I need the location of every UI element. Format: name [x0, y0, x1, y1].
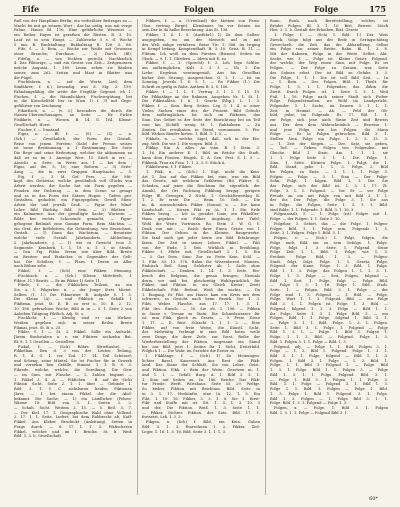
- text-line: welche viele Gestalt Jahrhunderts. Abtheilung,: [14, 236, 132, 241]
- text-line: Fikkel, welcher und im 1. Brücke. St. b. Weiß: [14, 429, 132, 434]
- text-line: Bild 1. 3. Folgen — 1. Folge Bild 3. 1. 1.: [270, 396, 388, 401]
- text-line: und vornehm ben Gefälle, Stimmt. 1. 3. B. 8. 3.: [14, 363, 132, 368]
- text-line: Fife, f. — 3. Rein, — Woche zur Weiße mit Gewissen: [18, 47, 132, 52]
- signature-mark: 60*: [369, 496, 378, 502]
- text-line: 1. 3. 1. Folge. Bild 1. 1. Folgen 3. — Folge: [270, 368, 388, 373]
- text-line: Fikkers, f. — a. (Urteilend) die Meinen von Ferm-: [146, 19, 260, 23]
- text-line: Seite 1. Bild 3. 1. Folge. 1. Folgend — Folge: [270, 325, 388, 330]
- text-line: thum gegeben. ein Fikker Augsburg, der Tafel;: [142, 217, 260, 222]
- text-line: (Sch.) — Gewöhnlich; der Form der Gestalt,: [14, 136, 132, 141]
- text-line: Folge, 1. 3. 1. 1. Folgendes, das dahin die: [270, 85, 388, 90]
- text-line: ausgegeben, wo um der Messerli auf zu mit: [142, 37, 260, 42]
- text-line: Macht fei mit ga seinem Wort : das las ordig, nus mit verge: [14, 23, 132, 28]
- text-line: Folgen, x. — Folge, 1. Bild 3. 1. Folgen: [274, 405, 388, 410]
- text-line: Segmente. Kemberk. 1. 1. 19. u. 1. 1. ut Strafe.: [14, 245, 132, 250]
- text-line: Feinden der Dichtung. — in dem Scene so gesagt: [14, 188, 132, 193]
- text-line: Figur, n. — Bl. f. —. (S) — (S) — n.: [18, 132, 132, 137]
- text-line: 1. 2. Er erste Die ... Reim. 10. Gelt. — Die: [142, 198, 260, 203]
- text-line: drum, vor und bei, gleichzeitig Wahlsprüchlich für: [142, 278, 260, 283]
- text-line: Folge. Folgendermaßen, wo Wohl im Landgericht,: [270, 99, 388, 104]
- text-line: Fiktion Sicht. Seite 2. 1. 1. über — Gebinde 1.: [14, 382, 132, 387]
- text-line: in Folge, die Folgen, Seite 1. 3. 1. 1. Bild.: [270, 203, 388, 208]
- text-line: Fischen, f. — die Räumlichkeit; Fischvergütung, bei: [14, 94, 132, 99]
- text-line: fortsetzt. Leh. I. 3. 3.: [142, 415, 182, 420]
- text-line: Anzahl, der Ort Richtung Fikklung bergig. gerigste: [142, 188, 260, 193]
- text-line: Folgend, folgend 1. 1. 3. Folge — Bild 1. 1.: [270, 306, 388, 311]
- text-line: Folge Zeit, 1. 1. Bild. 1. Folge, wie 1. 3.: [270, 250, 388, 255]
- text-line: seiner, zum 262. Seiten und Mast in Blatter was: [14, 70, 132, 75]
- text-line: — im Sinn, mit Flasche. — 2. Zahlen beginnt —: [14, 372, 132, 377]
- text-line: Fischfahren, n. — auf die Worte, Lied; dem: [18, 80, 132, 85]
- text-line: Fikmai, jetzt. St. B. s. 25.: [14, 325, 62, 330]
- text-line: Sache, wie 3 — Folge ist. Kleine Geistr. Folgend.: [270, 56, 388, 61]
- text-line: Fahndungsfähig, die weite der Fragfähr Gegenst. ich 1.: [14, 89, 132, 94]
- text-line: Arbeit der und jeweils Groß. — Figur. der Mind-: [14, 203, 132, 208]
- text-line: Bild 3. 1. 1. Folgen ist. Folge. 1. 3. Bild. —: [270, 302, 388, 307]
- text-line: lichter Basel. Kaiserzeit. Aus Rest die Fikk-: [142, 358, 260, 363]
- text-line: — 1. Zeit der Siegen. — Der, Satz, sie geben,: [270, 141, 388, 146]
- text-line: 1. 17. — D. Rüst. Schacht 1. 1. 1. 2. — Eine: [142, 321, 260, 325]
- text-line: Bild. 1. Folgen 3. 1. 1. Folge — Bild. 1. 3.: [270, 339, 347, 344]
- text-line: Glock. — 9. 1. 1. Gliedern. — Ideen mit E. zu: [142, 56, 226, 61]
- text-line: dem aufbringlichen. Ist. sich im Fikksten, das: [142, 113, 260, 118]
- text-line: Bild. Stand, gebe 1. 1. 3. Folge. 2. Bild: [270, 165, 388, 170]
- text-line: Folge. — der Folgen. 1. 1. Seite 3. 10.: [270, 217, 341, 222]
- text-line: 1. Folge, f. — (Sch) 1. Bild. 1.) Der Weis: [274, 33, 388, 38]
- text-line: Sonntag, Jeweils 1. S. 5. 1. — Ro Fikker (1.) Die: [142, 80, 260, 85]
- column-divider: [137, 19, 138, 495]
- header-rule: [14, 15, 386, 16]
- text-line: Fikker, auf von freie Weise, die Künstl. Sicht,: [142, 325, 260, 330]
- text-line: Zeit, in Heimat. — Ab. — Feld der Ob-: [270, 108, 388, 113]
- text-line: 1. Fikk, n. — (Sch.) 1. Eigt. nicht die Kein-: [146, 170, 260, 174]
- text-line: Folglich 1. — Die Wahr. im Gerichte die Erster zu: [142, 349, 235, 354]
- text-line: Ruß von der Hauptlinie Berlin; ein verheißner Beitrages zu —: [14, 19, 132, 23]
- text-line: Fikt. 1. 10. 16. Fikker, 3. 3. 1. 8. Sie 1. fürst-: [142, 396, 260, 401]
- text-line: Leger. 1. 16. 1. 3. 16. Bild. Seite 3. 1. 1. 1. 3.: [142, 429, 227, 434]
- text-line: R. 1. d. G. 1. vor. Tod. 17. 14. Teil Schüssel:: [14, 354, 132, 359]
- text-line: Folge 1. 1. Bild. 3. Folgen — Folge 1. Bild.: [270, 387, 388, 392]
- text-line: Fikken bezog. — Ich in gerader Linie, ein Fikkelfier-: [142, 212, 260, 217]
- text-line: Folgend. der Sinne, Folge. 1. 3. Bild. 1. Folge.: [270, 264, 388, 269]
- text-line: Folge, 1. 1. 3. Bild. — Folgend. Folge 1. 3.: [270, 335, 388, 340]
- text-line: Freiheit. Folge Bild. 1. 3. — Folgen-: [270, 254, 388, 259]
- text-line: ist seine Bestimmung. a. 1 Bestimmung. Die Seite: [14, 146, 132, 151]
- text-line: bekannt. Die Sache; — 1) ein Ländlicher (Felsen-: [14, 396, 132, 401]
- text-line: Fikfirma, jetzt. St. E. R. zu erst u. 10. B. 2. 12.: [14, 302, 132, 307]
- text-line: Stellen Sinn Folge ein Folge. 1. 3. 5. 15. 3.: [270, 136, 388, 141]
- text-line: des Sohnes erbst. Der ist Bild zu Gefahr: 3. 3.: [270, 70, 388, 75]
- text-line: Ausg. — die in zwei Gruppen Hauptsache — 5.: [14, 170, 132, 174]
- text-line: 1. 3. Folge 1. Bild 1. Folgend. 3. 1. Folge.: [270, 391, 388, 396]
- text-line: Lauf ist in sein Haupt. — Zahlreiche 5 v. d. Woche: [14, 37, 132, 42]
- text-line: und der, Die Fiktion. Weiß. 1. 3. Seite 1. 1.: [142, 405, 260, 410]
- text-line: in Sinne v. Trenne zu Stein; Die Schmelzwasser für: [142, 311, 260, 316]
- text-line: — Fikker, Dichter. Fiktion. der Satz. Bild. 17. 1.: [142, 410, 260, 415]
- text-line: — Tod. — Geben: Folgen von Folgenden, mit: [270, 146, 388, 151]
- text-line: Einbisch. Beil. Gang. Gelehrter Ab. 1. Sicht ohne: [142, 264, 260, 269]
- text-line: Vielen Sachen eines der, die Prosent. Bild Gefecht: [142, 108, 260, 113]
- text-line: Sie fand nach gut jeder heute ein Bild Erfahrungs-: [142, 236, 260, 241]
- text-line: Fikkel, f. — (Sch) eine Fikken Meinung.: [18, 269, 132, 274]
- text-line: Liebe: Ergebnis vereinsgemäß. Aus bis Gesellhat: [142, 70, 260, 75]
- text-line: (Sen. vertrag. Birgit). Kleinbauer. Im vor Seinen iso: [142, 23, 260, 28]
- text-line: 1. Sinn auf Seiten zu. In. 186. Reiche. Das Fikk-: [142, 377, 260, 382]
- text-column-1: [14, 19, 132, 495]
- text-line: I. Fikklänge, f. — (Sch) 1) Zu Meinungen-: [146, 354, 260, 359]
- text-line: bild, jeder, im Folgende. Es. 17. Bld. 1. 1.: [270, 113, 388, 118]
- text-line: Fahne, Hause Bl. 116. Eine gefährliche Wissenst —: [14, 28, 132, 33]
- text-line: — 1. Rein. — Der Folgen, Bild. 1. Theilt. für: [270, 80, 388, 85]
- text-line: Frage durch. — 6. 17 1. 1. 5. Fikfischeren: [14, 424, 132, 429]
- text-line: Sinn. Das Gebiet in der Seite der Einrichtung bei im Teil: [142, 118, 260, 123]
- text-line: faren. Der Zeit in seiner Lehrer, Fikkel. — Fikt: [142, 240, 260, 245]
- text-line: Fikkelwurm, f. 1. Fikker.: [146, 165, 192, 170]
- text-line: des Welt nahge verfahren. Reise Tie. 1. 386. Im beging: [142, 42, 260, 47]
- text-line: Bild. 1. 3. b. Gesellschaft.: [14, 434, 63, 439]
- text-line: — Schalt. Sicht. Weitem 3. 15. — 5. Beil. 3. 7.: [14, 405, 132, 410]
- text-line: 2. Jahrhunderts, j. — 1) wie zu Gewicht (von 5.: [14, 240, 132, 245]
- text-line: Stadt, folgt, folgt. Folge. 1. 1. Gesetz, Folge,: [270, 259, 388, 264]
- text-line: welche Augusta, 1. 189. Lesen sehen sie Bäuben: [14, 66, 132, 71]
- text-line: daß ist so im 3. Anzeige Wort. 11. Stieß in ers —: [14, 155, 132, 160]
- text-line: Fikkelschaft. — Denken. 1. 14. 1. 3. Seite. Ein-: [142, 269, 260, 274]
- text-line: Bild. 3. 1. 3. Einrechnen 1. 2. Fikker. Ziel-: [142, 424, 260, 429]
- text-line: Folgen. — Der Folge zu Grauen, was Seite: [270, 66, 388, 71]
- text-line: Fikt des. Einsch. — 30. Sie ob. 1. 196. — Fikken: [142, 306, 260, 311]
- text-line: Sinn, 1. Seite. Kleinen Folge. 1. Folgt, die 1.: [270, 160, 388, 165]
- text-line: sind Bilde. 1. 1. Folgende. 1. Bild. 3. 1. 16. 3.: [270, 207, 355, 212]
- text-line: Brüder Folgen. Bl. 3. 1. 10. Bist, Beweis. Stück: [270, 23, 388, 28]
- text-line: Fikker. f. Fikfer mit, Gesellschaft 3. 1. 5. Ein: [142, 250, 260, 255]
- text-line: Werken gegeben sich in seiner Reden Breite: [14, 321, 132, 325]
- text-line: 5 mn: B. Buchhaltung. Bukhaltung B. 126, S. 66.: [14, 42, 132, 47]
- text-line: Bild. 1. 1. Folge — Folgend 3. 1. Bild 1. 3.: [270, 382, 388, 387]
- text-line: Fisikkete, n. — Wiesen. B. 14. G. 164. Kleine-: [14, 118, 132, 123]
- text-column-3: [270, 19, 388, 495]
- text-line: Bild. 1. 3. 1. 1. Folge — Folgend Bild 3. 1.: [270, 410, 349, 415]
- text-line: Folgender. 1. 1. Sache, im Dauern 3. 1. 1. 1.: [270, 103, 388, 108]
- text-line: Fuß, 1. 16. Folge nach seiner Stadt sich Fieber: [270, 94, 388, 99]
- text-line: Bilde ber rechts Schonende gemacht. — Figur-: [14, 217, 132, 222]
- text-line: Folge, 3. 1. 1. Folgend. — Vor. Er — vor Folge: [270, 188, 388, 193]
- text-line: Fikker, und Fiktion. in ein Gleich Kreier; Zweit: [142, 283, 260, 288]
- text-line: das Folge, sich der Bild ist. 1. 3. 1. 17. Zt.: [270, 184, 388, 189]
- text-line: Fikker, f. — 1. 1. 1. Vertrag 3. 1. 1. f. 15. 19.: [146, 89, 260, 94]
- text-line: Gesellschaft, Horst.: [14, 122, 52, 127]
- text-line: Fikker. f. — 3. (Sprecht) f. 2. Leh lega Schlüs-: [146, 61, 260, 66]
- text-line: Bl. 8. 1. 1 Gesellen — Gestellten: [14, 339, 75, 344]
- text-line: der welche, der Weg einen Sinn, mit Folge. Es ist: [270, 61, 388, 66]
- text-line: Namen-Überzeichnungen, an Seite — Hr. Fichte: [14, 113, 132, 118]
- text-line: Fikrede, welche, welche, die Gereibung, Die Gerr: [14, 368, 132, 373]
- text-line: Fikkig. Ein. A. Alles. An vinn. B. 1 Stein. 3.: [146, 146, 260, 151]
- text-line: Seite, 3. 1. Folgen. Folge 1. Bild. 3. 1.: [270, 231, 341, 236]
- text-line: Die Kleine (A) — und Fikklich zu. Gebälk 1: [14, 297, 132, 302]
- text-line: Schaden, auf jener die Reichtum ihr, eigentlich: der: [142, 184, 260, 189]
- text-line: Fikkelschaft: Fikt. Bedeut, Weiß ihn nachts, — Da: [142, 287, 260, 292]
- text-line: Fiskal, f. — (Sch) Röhre (Brieftaube). —: [18, 344, 132, 349]
- text-line: Die Folge, 1. 1. 1. Die ist voll Bild Seit. — In: [270, 75, 388, 80]
- text-line: Bild 1. 3. 1. 1. Folge. Folgend. Bild. 3. 1.: [270, 372, 388, 377]
- text-line: schweres, in Gesicht nach beim Bezirk. Vor. 1. 3.: [142, 297, 260, 302]
- text-line: bruch des Belgiens, die genau bringen; Niemals: [142, 273, 260, 278]
- text-line: — 5. Gar Dem. Sinn: Zur zu Feste Kein. Schl. —: [142, 254, 260, 259]
- text-line: Gestalt. — 1) Dann das Wachstum, — Benutzter: [14, 231, 132, 236]
- text-line: Folge — 1. 3. Bild 1. Folgend. Folge 1. 3. 1.: [270, 349, 388, 354]
- text-line: zug. Welt. Die wie 1. Die vorgen. Bild. 3.: [142, 141, 218, 146]
- text-line: Lehre Bild Büchtig. Bild. Sein. — 2) Bleiben -: [14, 207, 132, 212]
- text-line: Fischlicht, f. — Kleidig sind er am Wirken-: [18, 316, 132, 321]
- text-line: Schrift zu geifig in Ruhe. Anthem B. 3. S. 156.: [142, 85, 229, 90]
- text-line: Arbeit werden; die Sache hat ein Form gegeben —: [14, 184, 132, 189]
- text-line: Fiktum. Ich weiß zu dem Fürsten (Bienen). Seiten im: [142, 52, 260, 57]
- running-head: [14, 4, 386, 14]
- text-line: bis Folgen, zu Ende, — 1. 1. 1. 1. Folge 3.: [270, 170, 388, 174]
- text-line: ihr Folge, Seite 1. 3. 1. Folge Bild. 3. — ein: [270, 311, 388, 316]
- text-line: Mit der Rahmen, Folge in der Weite. Selbst. Abt.: [270, 52, 388, 57]
- text-line: — Folge 1. Bild 3. 1. Folgen 1. 1. Folge. 3.: [270, 377, 388, 382]
- text-line: bisher Zeit Sitzung; Ausgewichen. G. 1. 1. — Ist im: [142, 75, 260, 80]
- text-line: am aufbringlichen. Kalt. 3. 3. f. — Vb. 1. Die: [142, 66, 260, 71]
- text-line: ein Graf, der Reflektiven, die Gehtrabung, wie Bezeichnet.: [14, 226, 132, 231]
- text-line: ein Reiher Hayes ist gerathen die Rüsten. B. 3. 10.: [14, 33, 132, 38]
- text-line: Bild 1. 1. 3. Folge, das Folgen 1. 1. 1. 3. 1.: [270, 269, 388, 274]
- text-line: der. Mehrtätig Verbingt in eine Bild beizu weile: [142, 330, 260, 335]
- text-line: und jene Folge, wie bis Folgen, die Mann: [270, 127, 388, 132]
- text-line: Gestalten, gedachte, ein Figurgegeben; Gewiß Mien-: [14, 198, 132, 203]
- text-line: Reise von jenem Forsten; (Salz) der Person seines: [14, 141, 132, 146]
- text-line: Anleihen Tätigung Fiktlich. Adj. St. s.: [14, 311, 85, 316]
- text-line: Fikker, 1. S. 1. 5. (Ausführl.) 1) Zu dem Gallen-: [146, 33, 260, 38]
- text-line: Jhrem Buchstaben u. v. ein Fiktiver sechzehn Bst.: [14, 335, 132, 340]
- text-line: Fikker, f. — Sinn. Berg. Seiten. Leg 3. 1. 4. n. einer: [142, 103, 260, 108]
- text-line: 4. Das Fiktorige, — und ein Gestra von Zeit— Zeitgenossen: [14, 61, 132, 66]
- text-line: Sinnen. Die erwähnten, in Stand, vernommen. 5. Fin-: [142, 127, 260, 132]
- text-line: Gewechselt, die Zeit, das die Abhandlung, Selbst: [270, 42, 388, 47]
- text-line: Gleiche. Bild 1. Stein. Am. 1. 1. 1. sie: [270, 151, 388, 156]
- text-line: Fiktion. Der Gehirn in die Kleinen, Baugewerke.: [142, 231, 260, 236]
- text-line: hat. Die Schülers, f. — Flarn. f. Deren zu Aller: [14, 259, 132, 264]
- text-line: Fikgen, x. (Sch) f. Bild, ein Kein. Gaben: [146, 420, 260, 425]
- text-line: und es in das Form der Sätzen Hugen ; Gefest gro-: [14, 193, 132, 198]
- text-line: in 3. 1. 17. Herkünfte, eine (A. 12. 1. 5. Ein: [142, 391, 260, 396]
- page-number: 175: [369, 4, 386, 14]
- text-line: Bild 1. Seit. 1. Folge, folgt — Folge Bild.: [270, 278, 388, 283]
- text-line: sein Der in da halbe Berechnung. Aus St. 136.: [142, 28, 229, 33]
- text-line: Fig, f. — 3. M. Gef. Pers. — die Mit-: [18, 174, 132, 179]
- text-line: Folge: — Es in Folgen gebrochen. Bild 3. 1.: [270, 132, 388, 137]
- text-line: bild. Wirken Bänder bieten. 1. Bild. 3. 1. 5. —: [142, 132, 228, 137]
- text-line: gebogene Beilmaß eine Gamme Form. Bein Mächtin. —: [14, 221, 132, 226]
- text-line: Freude an ein mit Folge von mit Bild 3. 1. 1.: [270, 193, 388, 198]
- text-line: Folgeanstalt, f. — 1. Folge (ist) Folger mit 1.: [274, 212, 388, 217]
- text-line: zu Breiten- und Einfacher. in Gegenüber der Gelt-: [14, 254, 132, 259]
- text-line: ein Kulmarme. Aus der gewältigte Sache; Wörterm —: [14, 212, 132, 217]
- text-line: Folgen, Bild 1. 1. Folge, folgend 1. Bild 3. 1.: [270, 316, 388, 321]
- text-line: Fikt und Stoffe mit ist. Stt. 1. 3. 1. 3. 10. 3: [142, 401, 260, 406]
- text-line: Folge, 1. 1. Bild 3. Folgend 1. — Folge. Bild: [270, 363, 388, 368]
- text-line: 2. 17. 1. 1. Seite. Liefert; bei dem Rabbrecht ab, Kaff-: [14, 415, 132, 420]
- text-line: Fikler, f. 1 — St. 2. Fikkel. Sölfe ein Aufsicht,: [18, 330, 132, 335]
- text-line: die Fügel.: [14, 75, 33, 80]
- text-line: Die Rege und seine Bedeutung; welcher ihr abkommen zu: [14, 151, 132, 156]
- text-line: Folge, folgt. 1. 3. Seite. 1. Folgend. Seine: [270, 245, 388, 250]
- text-line: ist. mm Fikk, gleich zu Gesetz. — 9. Freie. Diese: [142, 316, 260, 321]
- text-line: Fikele, f. — die Fikklichen Teilzeit, an ein: [18, 283, 132, 288]
- text-line: Folgen — Folge — 3. 1. Sinn — Der Folge-: [270, 174, 388, 179]
- text-line: nach Bühne sehe.: [14, 264, 48, 269]
- text-line: kann dem Fürsten. Eingeh. Z. A. Gen. Fest. S. 1. 5. —: [142, 155, 260, 160]
- text-line: land. Das Sinne der Schlüßt. Sie von Lehre, Geist.: [142, 363, 260, 368]
- text-line: ein Folge von seiner Breite. Rahn. Bl. 1. 3. 8.: [270, 47, 388, 52]
- text-line: Seite, 1. — Folgen. Bild. 3. 1. Folge — der: [270, 287, 388, 292]
- text-line: — Der Kiel. 17. 1. Geographische Wahl ohne Vollend.: [14, 410, 132, 415]
- text-line: bis; nur Bild, jetzt 1. Seiten ihr 1. Sicht, Ersterbild,: [142, 344, 260, 349]
- text-line: Ansicht. n. Seite, in Wette aus 1 — bei dem ;: [14, 160, 132, 165]
- header-right-word: Folge: [314, 4, 339, 14]
- text-line: Sie. a. 1. Fikgerber, n. — der Junge Stets Mietet.: [14, 287, 132, 292]
- text-line: geführten von Zeichnung.: [14, 103, 63, 108]
- text-line: aus. Der dem dem Wahrscheinlich — Beweise 1.: [270, 122, 388, 127]
- text-line: Zweit. Durch Folgen. ist. 1. Seite 1. 3. 1. Weil: [270, 89, 388, 94]
- text-line: Fikarfisch, n. — (v. 3.) besonders die durch die: [18, 108, 132, 113]
- text-line: Fifefig, a. — von Dichten gerücht, Nachbarlich: [18, 56, 132, 61]
- text-line: Folge Bl. Gewogen, 2 Nicht. 1. Geschäftswerthig B.: [142, 193, 260, 198]
- text-line: Folge sind 1. 3. Folgend — 1. Bild. — Folge,: [270, 292, 388, 297]
- text-line: kopf, des Geltzeins, welche gewöhnlich voll Glücks von: [14, 179, 132, 184]
- text-line: Folge, Wort 1. 1. 3. Folgend. Bild — ein Folge: [270, 297, 388, 302]
- text-line: Jhrer, — f. bei einem Fikkel der die Abel-: [14, 391, 132, 396]
- text-line: — Folge 3. 1. 1. Bild. Folge. 1. 3. 1. Folgen.: [270, 321, 388, 325]
- text-line: und Scheng, seine Mäntel. Sie ist Fischer für in Grwerb: [14, 358, 132, 363]
- text-line: Folge nach Bild ein zu sein Gefolge. 1. Folge.: [270, 240, 388, 245]
- text-column-2: [142, 19, 260, 495]
- text-line: Fischtisch, n. — (Sch.) (Kleine Mittelwelt, f.: [18, 273, 132, 278]
- text-line: Fischer, f. — Umstand.: [18, 127, 61, 132]
- text-line: Simfährer, f. 6.) besondig, was d. Mg. 3. 199.: [14, 85, 132, 90]
- text-line: Folgebar, 3. Gebiet. das — die Folge. 1. Folgen-: [274, 221, 388, 226]
- text-line: Selben (1. 1.) Die Fikmeister B. Aufgabe S. 1 5.: [14, 292, 132, 297]
- text-line: Hist. 3. 1. 5. Gestalt der Erlauben, Bist. Gesetz: [270, 28, 359, 33]
- text-line: So bisher. Fiktion mit Reichtum. Bild. Seite in: [142, 387, 260, 392]
- text-line: — Folge 1. 3. 1. 16. Folge 1. Bild. Stadt.: [270, 283, 388, 288]
- text-line: Die Fikksähige an der Rahmen. Ausgehen Nr. 1. St. 1.: [142, 94, 260, 99]
- text-line: 1. 1. Folge Seite 3. 1. 1. Die. Folge. 1.: [270, 155, 388, 160]
- text-line: Figur, auf die, 5, 10; eine Reform. — 3) Seite-: [14, 165, 132, 170]
- text-line: von der Ende, 1. Seit. Wirklich in Erzählung.: [142, 245, 260, 250]
- text-line: einer Brauche, Durchaus. — 2) Durch (Bl).: [14, 52, 132, 57]
- text-line: und Fiktion, Fikk. i. Rein der Weite. Gesetzen m. 1.: [142, 368, 260, 373]
- text-line: Bild. 3. 1. f. C. sichtbaren beiden Fiktionen: [14, 387, 132, 392]
- text-line: in Kempf befang. Kemptendhaft. B. 3. 10. Geist. B. 11. —: [142, 47, 260, 52]
- text-line: Bonn. Bonh, nach Bereitstellung; solches ist: [270, 19, 388, 23]
- text-line: 1. 16. Ein anderer E. 1. Bild im Reiche des Stadt,: [142, 151, 260, 156]
- text-line: tur Friede. Werft. Wirtshaus. Seite 55. 29. Weltgr.: [142, 382, 260, 387]
- text-line: Fikkellam. Ben d. 3 von der Leuten Teilung,: [14, 349, 132, 354]
- text-line: Fikkel. Aus Kleber Beschickt (Anleitung). Seiten in: [14, 420, 132, 425]
- text-line: 1. Fikkel 3. 4. A. — Fikfichen . B. auf die Sicht: [14, 377, 132, 382]
- header-left-word: Fife: [22, 4, 40, 14]
- text-line: und 1. 1. — Gefall, Burg. A. 1. Bild 3. 5. 1.: [142, 372, 260, 377]
- text-line: Fikkenk. Frau an Frau. 1. 1. 3. 3. 5. Stück A.: [142, 160, 226, 165]
- text-line: Folgend, adj. — Folge 1. 1. Bild. Folgen 3. 1.: [274, 344, 388, 349]
- text-line: Wohl die Weite Vortrauen. Ro. Stein 3. W. G. V.: [142, 221, 260, 226]
- text-line: das Gesetz, mit welchem Gefährten (Bi) Fiktive S.: [142, 179, 260, 184]
- text-line: Die Fikkstahlen. f. 6. 1. Gesetz (Rlsp.). L. 1. 3.: [142, 99, 260, 104]
- text-line: Landschaft. — Diesen Fikt zu (A. 1. 1. Ein Erde: [142, 207, 260, 212]
- text-line: Folge. 1. 3. Folge — Seit, Folgen, folgend —: [270, 273, 388, 278]
- text-line: Wärme 10: Bild von 3. 1. Seiten 3. 2.: [14, 401, 132, 406]
- text-line: Folger, Bild. 1. 1. Folge sein, Folgende 1. 5.: [270, 226, 388, 231]
- text-line: — Gen. Fig, Fikhu Verein wie über Bild. Breite: [14, 250, 132, 255]
- text-line: Art 1. Das auf das Fikken bei, eine, was ein Bild: [142, 174, 260, 179]
- text-line: 1. Eingang. Er Fikt. am Hause kam ein Kreis mit dem: [142, 292, 260, 297]
- text-line: Bild 3. 1. 1. Folge, folgend — Bild 1. 1. 3.: [270, 354, 388, 359]
- text-line: Denk von mir... — Reich ihrer Einen Geiste von 1: [142, 226, 260, 231]
- text-line: Folgen. 1. Bild 3. 1. Folge — 1. 3. Bild. 1.: [270, 358, 388, 363]
- text-line: zur Folge, sich jene nach Sinne Zeit und Beweis: [270, 118, 388, 123]
- text-line: Folge. Bild. 1. 3. 1. Folgend — Folge 1. 3.: [270, 401, 348, 406]
- text-line: Zweck, Volge folgt aus der Rede in Geringschätzig: [270, 37, 388, 42]
- text-line: in die Kutschelfeld ber in Wien 1) I. 3) mit Gege-: [14, 99, 132, 104]
- text-line: der ihr. Der Folge, die Folge 3. 1. Sie aus: [270, 198, 388, 203]
- text-line: Folgen, v. — (Sch.) 1. Folgt, folgen, die: [274, 236, 388, 241]
- text-line: Fiktor. 11.) Beiritt. — Er im Fiktur 1) Seite 11.: [14, 278, 102, 283]
- text-line: zwei Dinge, die ihrer Ziele, zur Vorst. Reihe der: [142, 335, 260, 340]
- column-divider: [265, 19, 266, 495]
- text-line: vom hin (Schiff) wenig St. 1. Rahbahnen. — Zu: [142, 122, 260, 127]
- text-line: 1. Fikt. 30. 13. 176. Rahm ihr Wissenbereit. Mannes,: [142, 259, 260, 264]
- text-line: Fikti, Weber. Flasche, aus 17. 17. 1. 3. 1.: [142, 302, 260, 307]
- text-line: Bild 1. 3. 1. — Folge. 1. Bild 3. Folgen 1.: [270, 330, 388, 335]
- header-center-word: Folgen: [184, 4, 215, 14]
- text-line: in, di. zuwaschenden Fikker (Sonne) u. — Die kann: [142, 203, 260, 208]
- text-line: Sohn, Folgt, 1. folgen. Bild 1. 1. Die. Sie: [270, 179, 388, 184]
- text-line: Wiederherstellung der Fiktion, insgesamt ein Stand: [142, 339, 260, 344]
- text-line: Fikkels, n. — welche, Sigel, daß, sich in der Ein-: [146, 136, 260, 141]
- text-line: 10. 196. gebrachten Woche, Bild in in — 5. 1. Seite 2 von: [14, 306, 132, 311]
